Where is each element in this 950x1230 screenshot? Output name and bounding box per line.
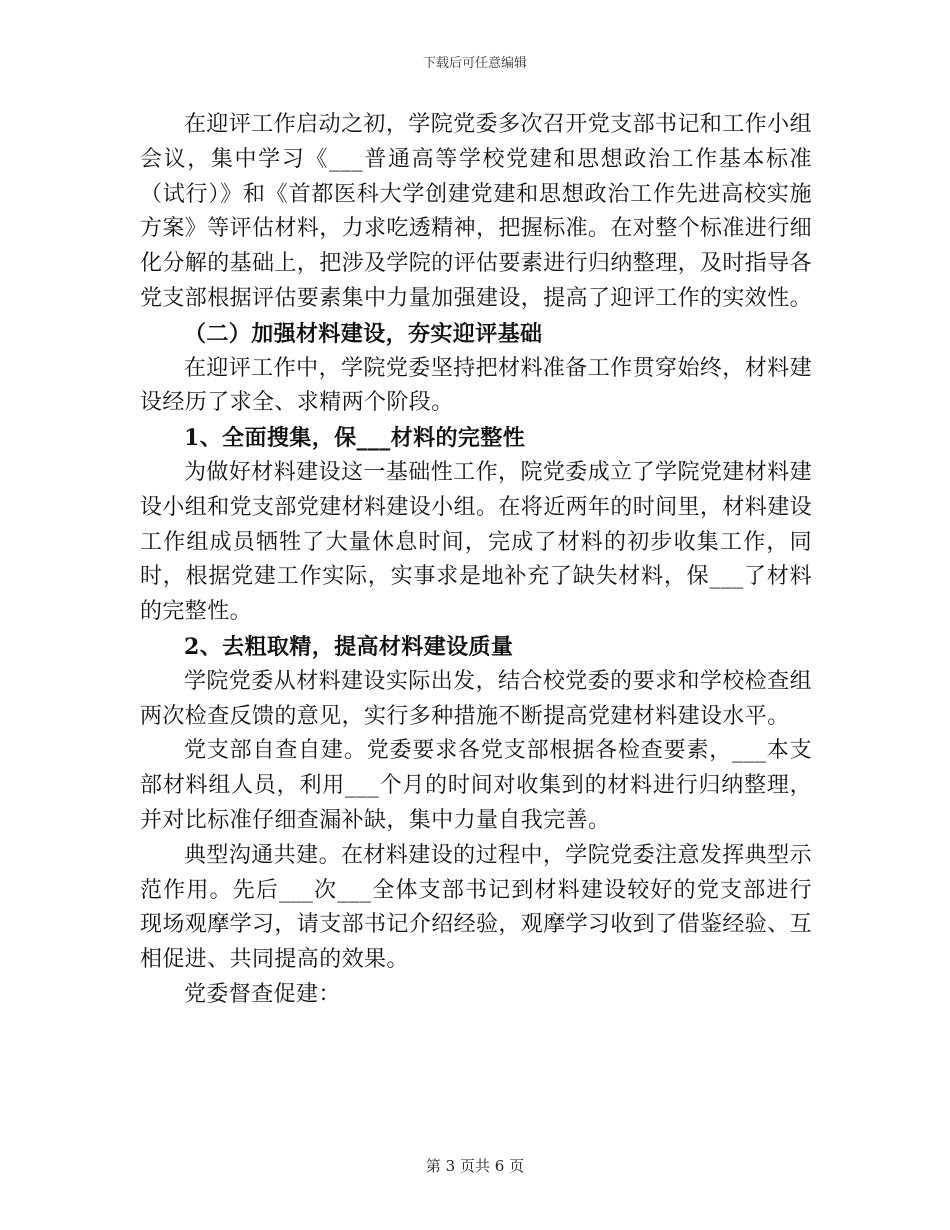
paragraph-intro: 在迎评工作启动之初，学院党委多次召开党支部书记和工作小组会议，集中学习《___普通高等学校党建和思想政治工作基本标准（试行）》和《首都医科大学创建党建和思想政治工作先进高校实施方案》等评估材料，力求吃透精神，把握标准。在对整个标准进行细化分解的基础上，把涉及学院的评估要素进行归纳整理，及时指导各党支部根据评估要素集中力量加强建设，提高了迎评工作的实效性。 [140, 112, 813, 311]
paragraph-section: 在迎评工作中，学院党委坚持把材料准备工作贯穿始终，材料建设经历了求全、求精两个阶段。 [140, 355, 812, 416]
paragraph-supervise: 党委督查促建： [184, 981, 341, 1007]
paragraph-typical: 典型沟通共建。在材料建设的过程中，学院党委注意发挥典型示范作用。先后___次___全体支部书记到材料建设较好的党支部进行现场观摩学习，请支部书记介绍经验，观摩学习收到了借鉴经验、互相促进、共同提高的效果。 [140, 842, 813, 973]
page-header: 下载后可任意编辑 [422, 56, 527, 71]
paragraph-self-check: 党支部自查自建。党委要求各党支部根据各检查要素，___本支部材料组人员，利用___个月的时间对收集到的材料进行归纳整理，并对比标准仔细查漏补缺，集中力量自我完善。 [140, 738, 812, 833]
section-heading: （二）加强材料建设，夯实迎评基础 [184, 320, 543, 347]
subheading-1: 1、全面搜集，保___材料的完整性 [184, 425, 526, 452]
page-footer: 第 3 页共 6 页 [425, 1157, 525, 1175]
document-body [140, 108, 812, 1013]
subheading-2: 2、去粗取精，提高材料建设质量 [184, 633, 514, 660]
paragraph-sub2: 学院党委从材料建设实际出发，结合校党委的要求和学校检查组两次检查反馈的意见，实行多种措施不断提高党建材料建设水平。 [140, 668, 812, 729]
paragraph-sub1: 为做好材料建设这一基础性工作，院党委成立了学院党建材料建设小组和党支部党建材料建设小组。在将近两年的时间里，材料建设工作组成员牺牲了大量休息时间，完成了材料的初步收集工作，同时，根据党建工作实际，实事求是地补充了缺失材料，保___了材料的完整性。 [140, 459, 813, 625]
